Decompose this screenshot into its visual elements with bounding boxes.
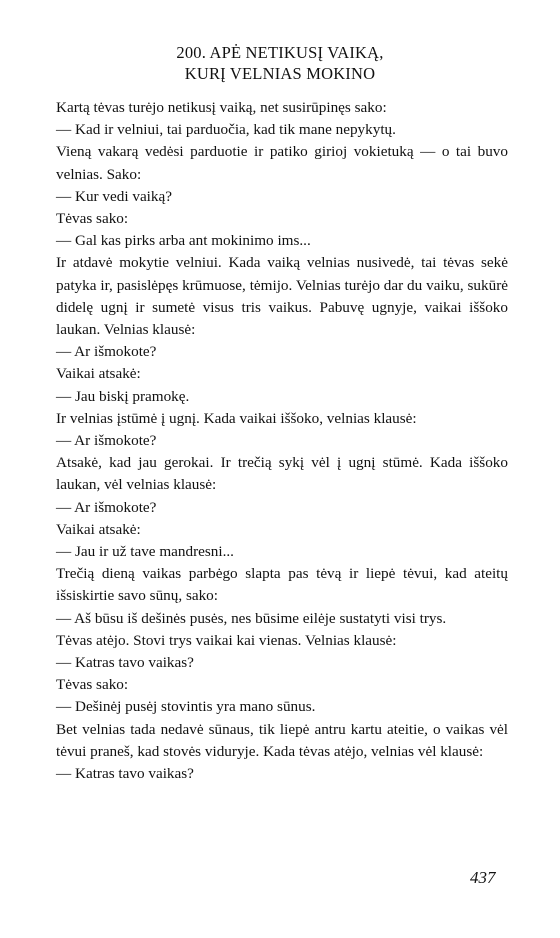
paragraph: — Kur vedi vaiką?: [56, 187, 172, 205]
paragraph: — Gal kas pirks arba ant mokinimo ims...: [56, 232, 311, 250]
story-title: [0, 42, 560, 84]
paragraph: Vaikai atsakė:: [56, 520, 141, 538]
paragraph: Tėvas atėjo. Stovi trys vaikai kai vienas. Velnias klausė:: [56, 631, 397, 649]
paragraph: Kartą tėvas turėjo netikusį vaiką, net susirūpinęs sako:: [56, 99, 387, 116]
paragraph: — Jau biskį pramokę.: [56, 387, 190, 405]
title-line-2: KURĮ VELNIAS MOKINO: [184, 64, 376, 83]
paragraph: Vaikai atsakė:: [56, 365, 141, 383]
paragraph: Vieną vakarą vedėsi parduotie ir patiko girioj vokietuką — o tai buvo velnias. Sako:: [56, 143, 508, 183]
paragraph: — Kad ir velniui, tai parduočia, kad tik mane nepykytų.: [56, 121, 396, 139]
paragraph: Atsakė, kad jau gerokai. Ir trečią sykį vėl į ugnį stūmė. Kada iššoko laukan, vėl velnias klausė:: [56, 454, 508, 494]
page-number: 437: [470, 868, 496, 887]
paragraph: Tėvas sako:: [56, 210, 129, 228]
paragraph: — Ar išmokote?: [56, 498, 157, 516]
paragraph: — Ar išmokote?: [56, 432, 157, 450]
paragraph: Ir atdavė mokytie velniui. Kada vaiką velnias nusivedė, tai tėvas sekė patyka ir, pasislėpęs krūmuose, tėmijo. Velnias turėjo dar du vaiku, sukūrė didelę ugnį ir sumetė visus tris vaikus. Pabuvę ugnyje, vaikai iššoko laukan. Velnias klausė:: [56, 254, 508, 339]
paragraph: Tėvas sako:: [56, 676, 129, 694]
title-line-1: 200. APĖ NETIKUSĮ VAIKĄ,: [176, 43, 384, 62]
paragraph: — Katras tavo vaikas?: [56, 654, 194, 672]
paragraph: — Katras tavo vaikas?: [56, 765, 194, 783]
paragraph: — Dešinėj pusėj stovintis yra mano sūnus.: [56, 698, 316, 716]
paragraph: Trečią dieną vaikas parbėgo slapta pas tėvą ir liepė tėvui, kad ateitų išsiskirtie savo sūnų, sako:: [56, 565, 508, 605]
paragraph: — Jau ir už tave mandresni...: [56, 543, 234, 561]
paragraph: Ir velnias įstūmė į ugnį. Kada vaikai iššoko, velnias klausė:: [56, 409, 417, 427]
paragraph: Bet velnias tada nedavė sūnaus, tik liepė antru kartu ateitie, o vaikas vėl tėvui praneš, kad stovės viduryje. Kada tėvas atėjo, velnias vėl klausė:: [56, 720, 508, 760]
paragraph: — Ar išmokote?: [56, 343, 157, 361]
paragraph: — Aš būsu iš dešinės pusės, nes būsime eilėje sustatyti visi trys.: [56, 609, 447, 627]
story-text: [56, 97, 508, 785]
